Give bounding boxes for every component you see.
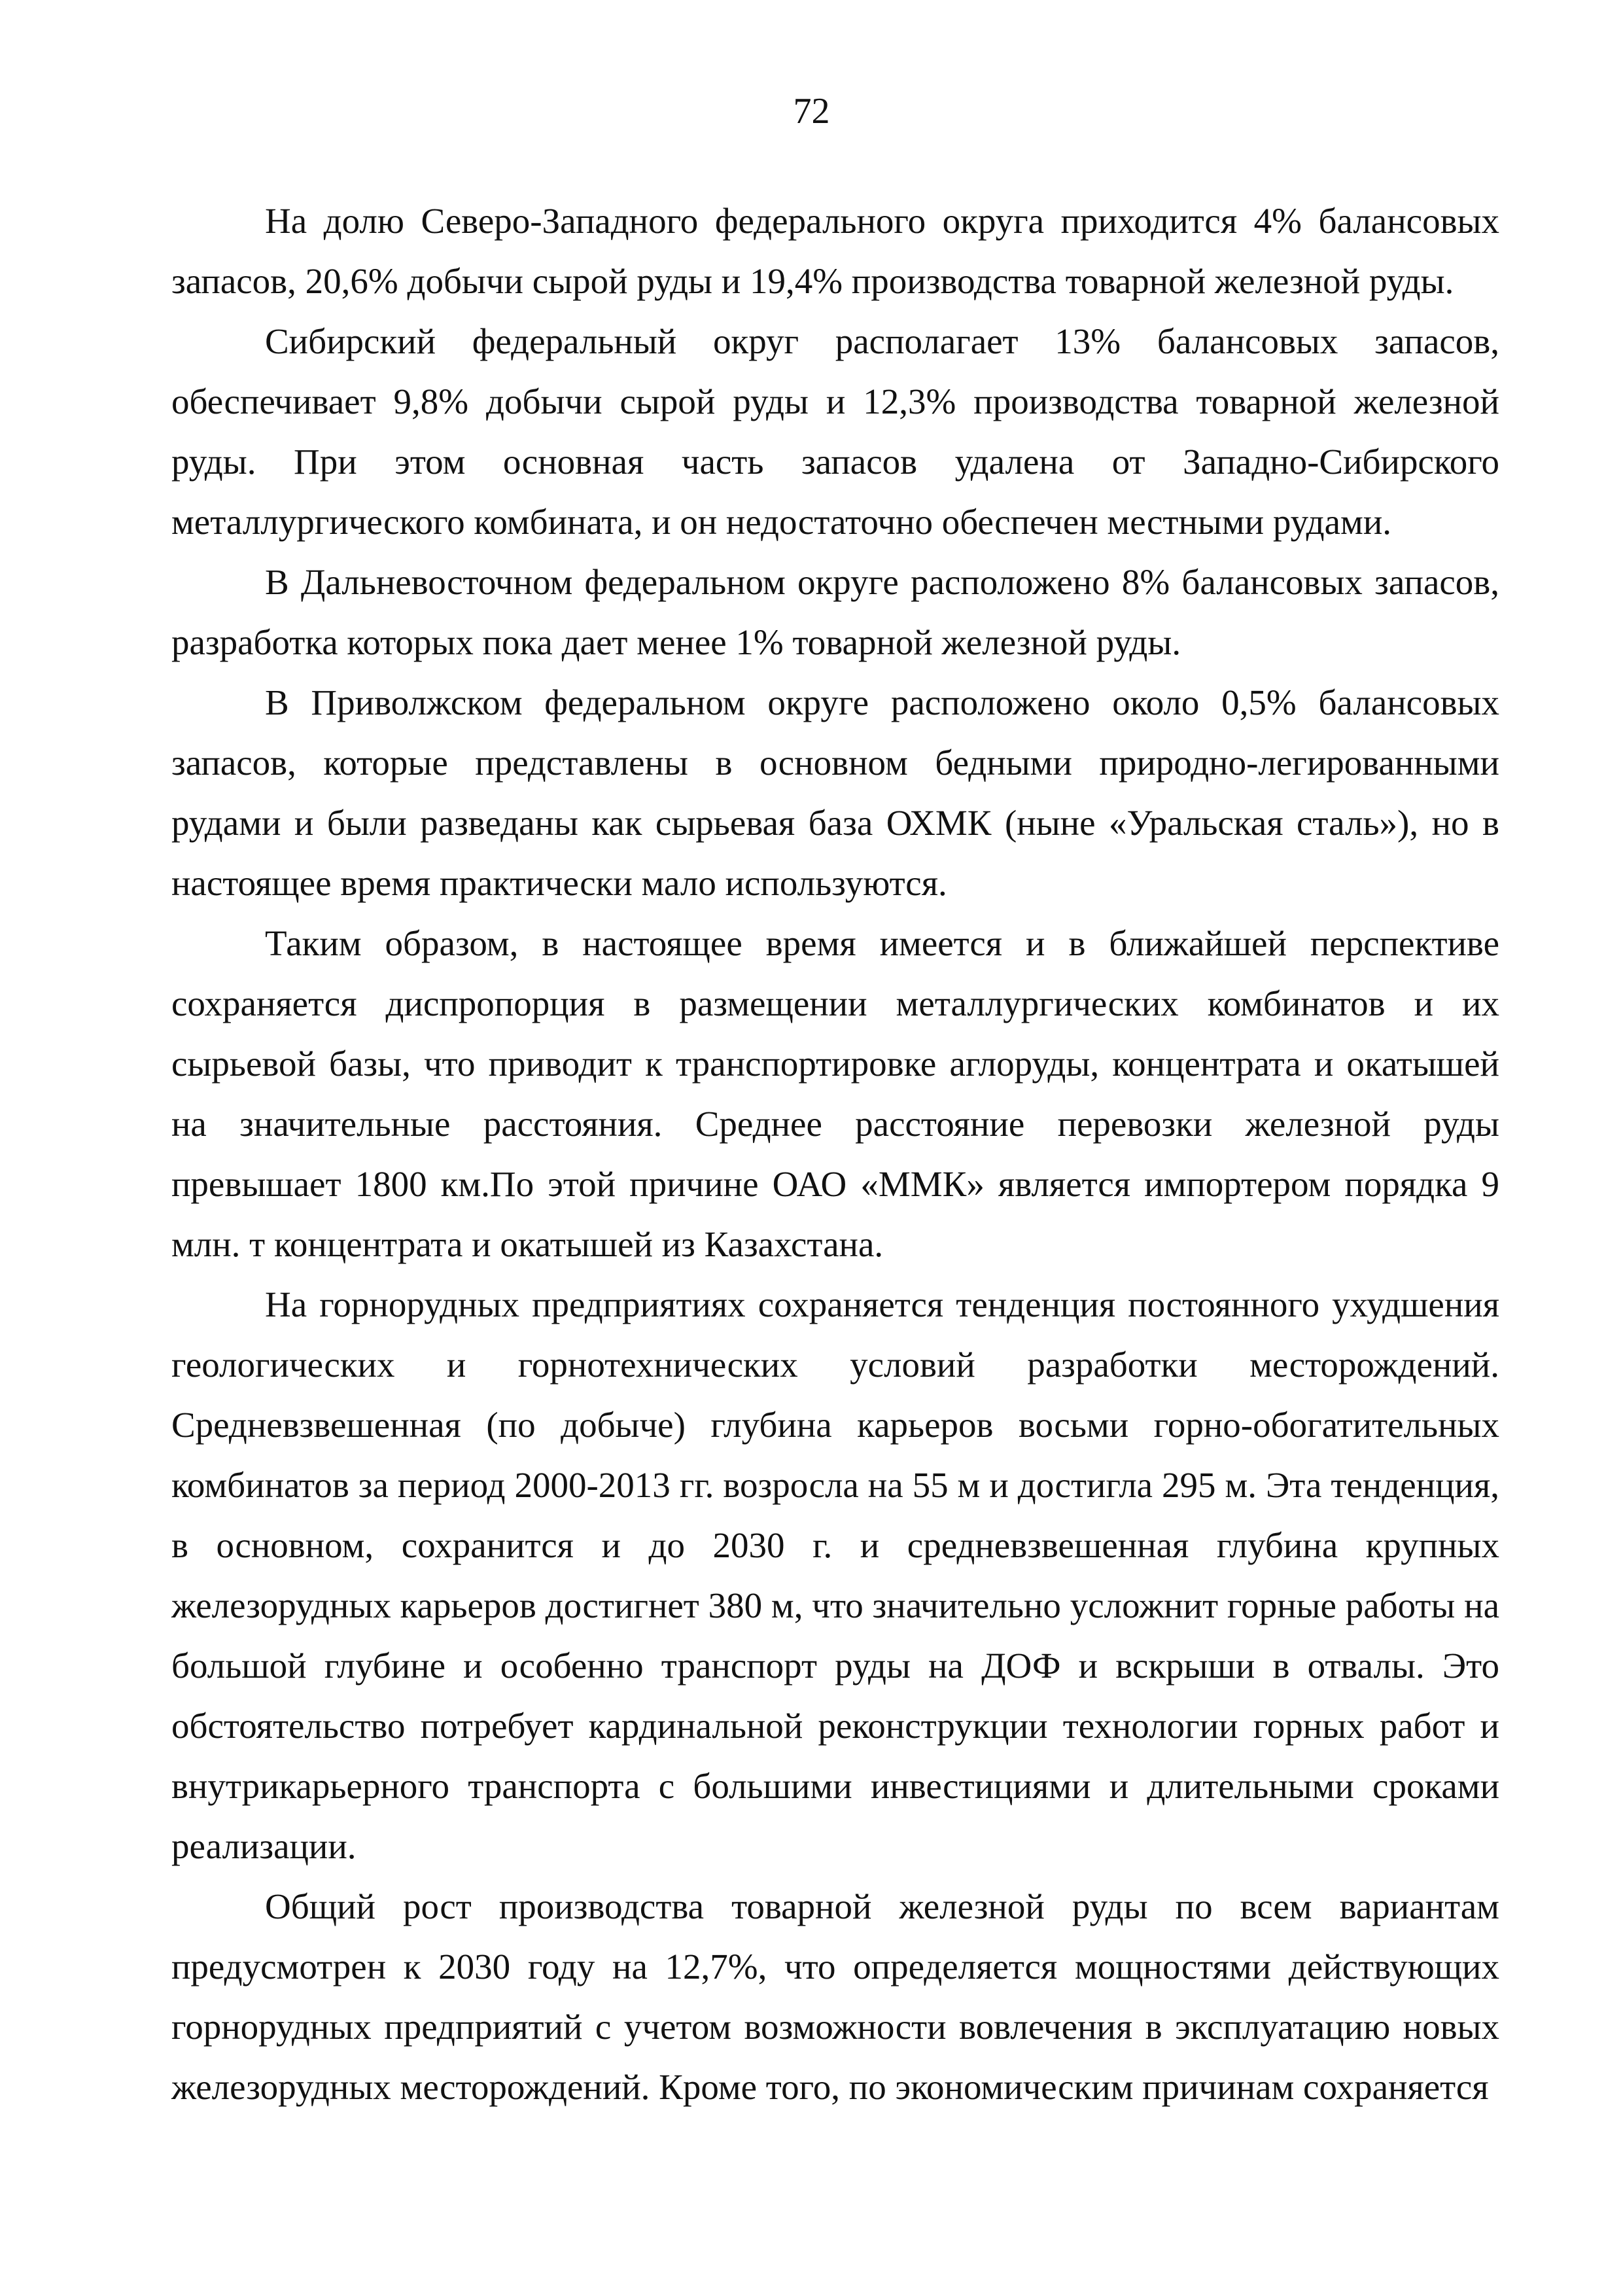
paragraph-volga-district: В Приволжском федеральном округе расположено около 0,5% балансовых запасов, которые представлены в основном бедными природно-легированными рудами и были разведаны как сырьевая база ОХМК (ныне «Уральская сталь»), но в настоящее время практически мало используются. xyxy=(171,682,1499,903)
paragraph-mining-conditions: На горнорудных предприятиях сохраняется тенденция постоянного ухудшения геологических и горнотехнических условий разработки месторождений. Средневзвешенная (по добыче) глубина карьеров восьми горно-обогатительных комбинатов за период 2000-2013 гг. возросла на 55 м и достигла 295 м. Эта тенденция, в основном, сохранится и до 2030 г. и средневзвешенная глубина крупных железорудных карьеров достигнет 380 м, что значительно усложнит горные работы на большой глубине и особенно транспорт руды на ДОФ и вскрыши в отвалы. Это обстоятельство потребует кардинальной реконструкции технологии горных работ и внутрикарьерного транспорта с большими инвестициями и длительными сроками реализации. xyxy=(171,1284,1499,1866)
paragraph-siberian-district: Сибирский федеральный округ располагает 13% балансовых запасов, обеспечивает 9,8% добычи сырой руды и 12,3% производства товарной железной руды. При этом основная часть запасов удалена от Западно-Сибирского металлургического комбината, и он недостаточно обеспечен местными рудами. xyxy=(171,321,1499,542)
paragraph-northwest-district: На долю Северо-Западного федерального округа приходится 4% балансовых запасов, 20,6% добычи сырой руды и 19,4% производства товарной железной руды. xyxy=(171,201,1499,301)
page-number: 72 xyxy=(793,91,830,132)
paragraph-disproportion: Таким образом, в настоящее время имеется и в ближайшей перспективе сохраняется диспропорция в размещении металлургических комбинатов и их сырьевой базы, что приводит к транспортировке аглоруды, концентрата и окатышей на значительные расстояния. Среднее расстояние перевозки железной руды превышает 1800 км.По этой причине ОАО «ММК» является импортером порядка 9 млн. т концентрата и окатышей из Казахстана. xyxy=(171,923,1499,1264)
body-text xyxy=(171,191,1499,2117)
paragraph-far-eastern-district: В Дальневосточном федеральном округе расположено 8% балансовых запасов, разработка которых пока дает менее 1% товарной железной руды. xyxy=(171,562,1499,662)
paragraph-production-growth: Общий рост производства товарной железной руды по всем вариантам предусмотрен к 2030 году на 12,7%, что определяется мощностями действующих горнорудных предприятий с учетом возможности вовлечения в эксплуатацию новых железорудных месторождений. Кроме того, по экономическим причинам сохраняется xyxy=(171,1886,1499,2107)
